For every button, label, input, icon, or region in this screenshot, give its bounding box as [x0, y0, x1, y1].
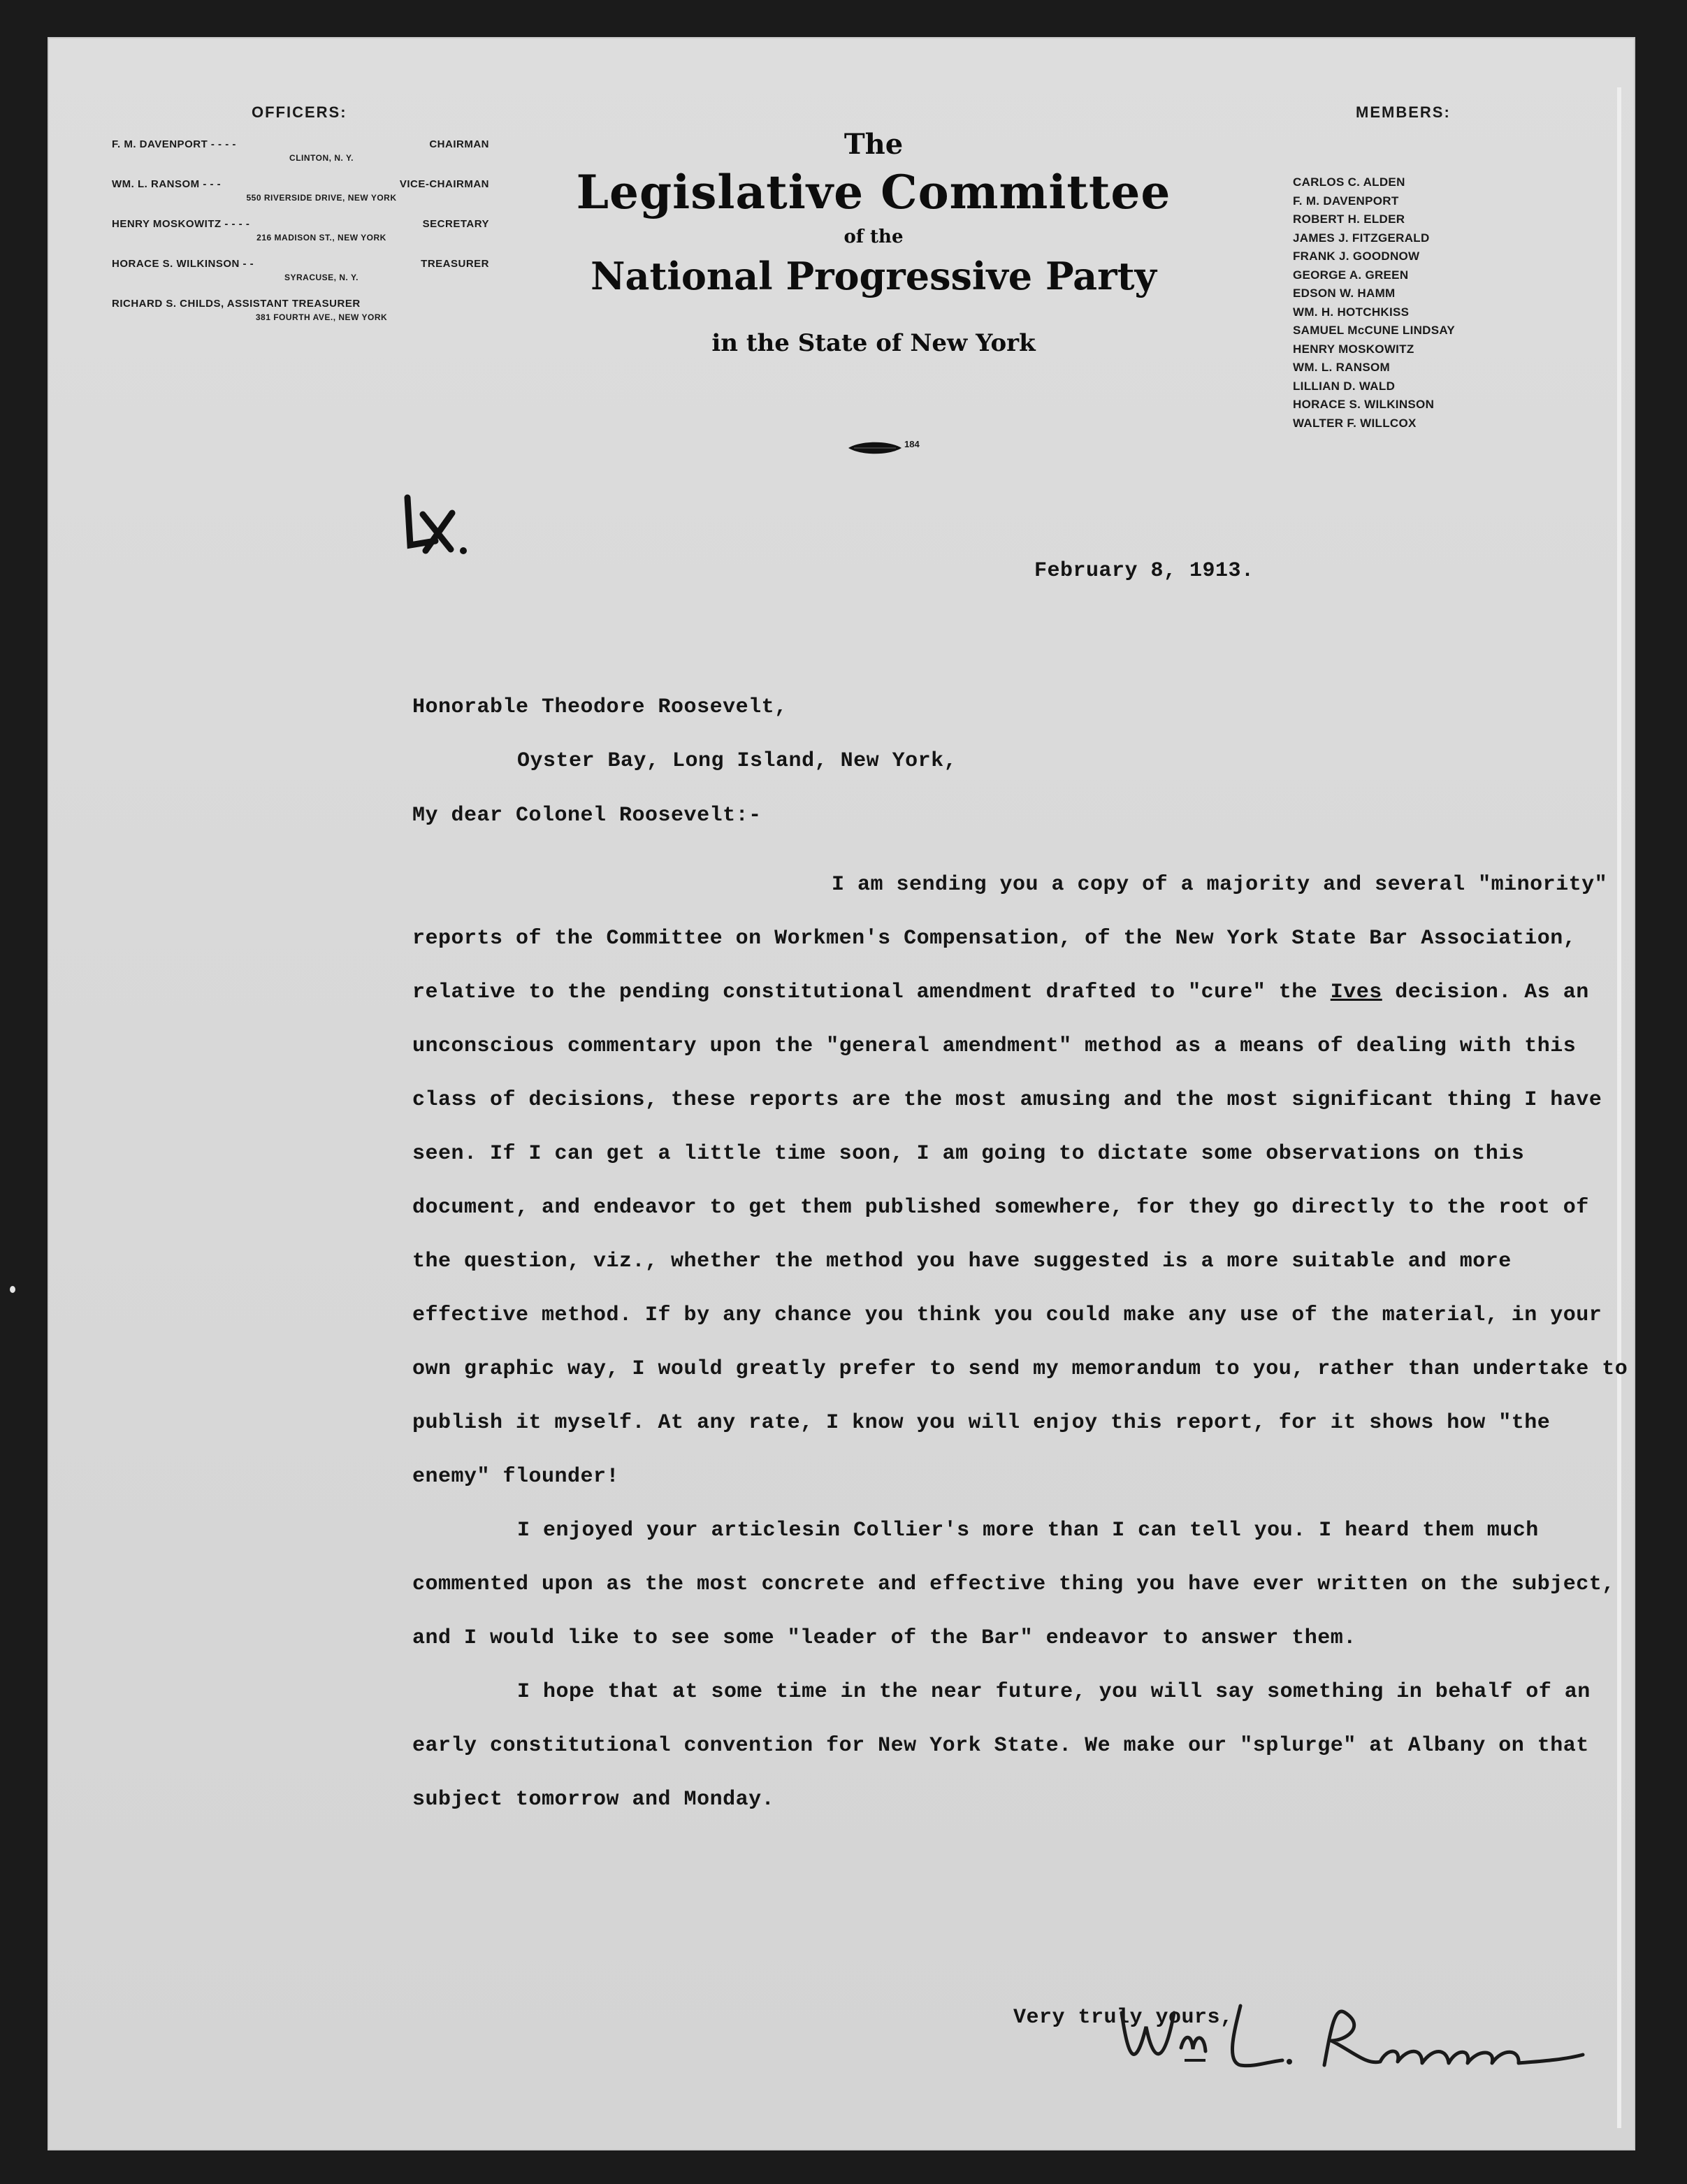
handwritten-mark-icon [395, 489, 472, 566]
officer-address: CLINTON, N. Y. [289, 153, 354, 163]
officer-address: 381 FOURTH AVE., NEW YORK [255, 312, 388, 322]
officers-list [112, 138, 489, 338]
member-name: WM. H. HOTCHKISS [1293, 305, 1410, 319]
member-name: WALTER F. WILLCOX [1293, 416, 1417, 430]
masthead-state: in the State of New York [711, 329, 1036, 357]
officer-address: SYRACUSE, N. Y. [284, 273, 359, 282]
complimentary-close: Very truly yours, [1013, 2006, 1233, 2030]
member-name: HORACE S. WILKINSON [1293, 398, 1435, 411]
officer-entry [112, 178, 489, 203]
member-name: FRANK J. GOODNOW [1293, 250, 1420, 263]
officer-address: 216 MADISON ST., NEW YORK [256, 233, 386, 243]
union-label-number: 184 [904, 439, 920, 449]
officer-entry [112, 298, 489, 322]
member-name: HENRY MOSKOWITZ [1293, 342, 1414, 356]
masthead-of-the: of the [844, 226, 904, 247]
officer-entry [112, 138, 489, 163]
officer-role: CHAIRMAN [429, 138, 489, 150]
masthead-committee: Legislative Committee [576, 165, 1171, 219]
underlined-ives: Ives [1330, 981, 1382, 1004]
officer-role: TREASURER [421, 258, 489, 270]
member-name: ROBERT H. ELDER [1293, 212, 1405, 226]
member-name: F. M. DAVENPORT [1293, 194, 1399, 208]
member-name: WM. L. RANSOM [1293, 361, 1390, 374]
officer-name: HENRY MOSKOWITZ - - - - [112, 218, 250, 230]
member-name: LILLIAN D. WALD [1293, 379, 1396, 393]
officer-role: VICE-CHAIRMAN [399, 178, 489, 190]
officer-entry [112, 218, 489, 243]
member-name: CARLOS C. ALDEN [1293, 175, 1405, 189]
masthead-the: The [844, 128, 904, 161]
paragraph-1: I am sending you a copy of a majority and several "minority" reports of the Committee on Workmen's Compensation, of the New York State Bar Association, relative to the pending constitutional amendment drafted to "cure" the Ives decision. As an unconscious commentary upon the "general amendment" method as a means of dealing with this class of decisions, these reports are the most amusing and the most significant thing I have seen. If I can get a little time soon, I am going to dictate some observations on this document, and endeavor to get them published somewhere, for they go directly to the root of the question, viz., whether the method you have suggested is a more suitable and more effective method. If by any chance you think you could make any use of the material, in your own graphic way, I would greatly prefer to send my memorandum to you, rather than undertake to publish it myself. At any rate, I know you will enjoy this report, for it shows how "the enemy" flounder! [412, 873, 1628, 1489]
signature-icon [1115, 1985, 1590, 2090]
paragraph-3: I hope that at some time in the near future, you will say something in behalf of an early constitutional convention for New York State. We make our "splurge" at Albany on that subject tomorrow and Monday. [412, 1680, 1591, 1811]
officer-name: RICHARD S. CHILDS, ASSISTANT TREASURER [112, 298, 361, 310]
masthead [489, 129, 1258, 360]
officers-heading: OFFICERS: [252, 103, 347, 121]
officer-name: F. M. DAVENPORT - - - - [112, 138, 236, 150]
member-name: GEORGE A. GREEN [1293, 268, 1409, 282]
officer-name: WM. L. RANSOM - - - [112, 178, 222, 190]
film-speck [10, 1286, 15, 1293]
recipient-address: Oyster Bay, Long Island, New York, [517, 749, 957, 773]
officer-address: 550 RIVERSIDE DRIVE, NEW YORK [246, 193, 397, 203]
letter-date: February 8, 1913. [1034, 559, 1254, 583]
letter-paragraphs [412, 858, 1628, 1827]
officer-entry [112, 258, 489, 282]
masthead-party: National Progressive Party [591, 254, 1157, 298]
leaf-ornament-icon [847, 440, 903, 456]
officer-role: SECRETARY [422, 218, 489, 230]
recipient-name: Honorable Theodore Roosevelt, [412, 695, 788, 719]
salutation: My dear Colonel Roosevelt:- [412, 804, 762, 827]
members-heading: MEMBERS: [1356, 103, 1451, 121]
member-name: JAMES J. FITZGERALD [1293, 231, 1430, 245]
paragraph-2: I enjoyed your articlesin Collier's more than I can tell you. I heard them much commented upon as the most concrete and effective thing you have ever written on the subject, and I would like to see some "leader of the Bar" endeavor to answer them. [412, 1519, 1615, 1650]
member-name: SAMUEL McCUNE LINDSAY [1293, 324, 1456, 337]
officer-name: HORACE S. WILKINSON - - [112, 258, 254, 270]
member-name: EDSON W. HAMM [1293, 287, 1396, 300]
members-list [1293, 173, 1516, 433]
